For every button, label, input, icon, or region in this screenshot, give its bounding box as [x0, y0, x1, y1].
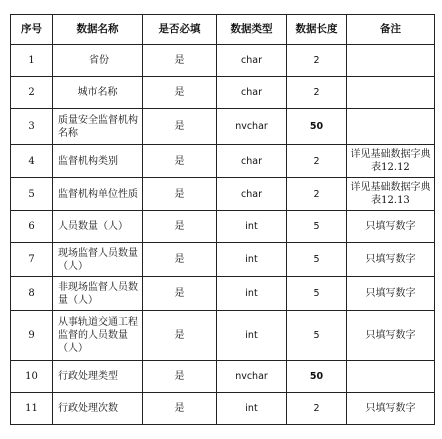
- header-length: 数据长度: [287, 15, 347, 45]
- data-dictionary-table: [10, 14, 435, 425]
- cell-note: 只填写数字: [347, 393, 435, 425]
- table-row: [11, 77, 435, 109]
- cell-no: 2: [11, 77, 53, 109]
- cell-length: 2: [287, 77, 347, 109]
- cell-type: int: [217, 393, 287, 425]
- cell-no: 7: [11, 243, 53, 277]
- cell-note: 只填写数字: [347, 211, 435, 243]
- cell-note: [347, 77, 435, 109]
- cell-required: 是: [143, 145, 217, 178]
- table-row: [11, 277, 435, 311]
- cell-required: 是: [143, 393, 217, 425]
- cell-type: int: [217, 211, 287, 243]
- cell-no: 1: [11, 45, 53, 77]
- table-row: [11, 109, 435, 145]
- cell-name: 从事轨道交通工程监督的人员数量（人）: [53, 311, 143, 361]
- cell-note: 只填写数字: [347, 277, 435, 311]
- table-row: [11, 178, 435, 211]
- cell-note: [347, 45, 435, 77]
- cell-name: 监督机构类别: [53, 145, 143, 178]
- cell-type: int: [217, 311, 287, 361]
- cell-length: 2: [287, 145, 347, 178]
- cell-name: 现场监督人员数量（人）: [53, 243, 143, 277]
- cell-note: 详见基础数据字典表12.13: [347, 178, 435, 211]
- cell-name: 城市名称: [53, 77, 143, 109]
- cell-type: nvchar: [217, 109, 287, 145]
- cell-required: 是: [143, 211, 217, 243]
- cell-name: 省份: [53, 45, 143, 77]
- table-row: [11, 45, 435, 77]
- cell-required: 是: [143, 311, 217, 361]
- cell-length: 2: [287, 393, 347, 425]
- cell-note: [347, 361, 435, 393]
- table-row: [11, 211, 435, 243]
- header-row: [11, 15, 435, 45]
- cell-name: 行政处理次数: [53, 393, 143, 425]
- cell-no: 3: [11, 109, 53, 145]
- cell-length: 5: [287, 311, 347, 361]
- cell-type: char: [217, 77, 287, 109]
- table-row: [11, 361, 435, 393]
- cell-length: 50: [287, 361, 347, 393]
- cell-no: 9: [11, 311, 53, 361]
- cell-length: 50: [287, 109, 347, 145]
- cell-type: int: [217, 243, 287, 277]
- table-row: [11, 243, 435, 277]
- cell-note: [347, 109, 435, 145]
- cell-no: 11: [11, 393, 53, 425]
- cell-note: 只填写数字: [347, 311, 435, 361]
- cell-required: 是: [143, 361, 217, 393]
- cell-type: char: [217, 145, 287, 178]
- cell-type: int: [217, 277, 287, 311]
- cell-no: 5: [11, 178, 53, 211]
- cell-name: 监督机构单位性质: [53, 178, 143, 211]
- cell-length: 2: [287, 45, 347, 77]
- cell-note: 只填写数字: [347, 243, 435, 277]
- cell-required: 是: [143, 243, 217, 277]
- cell-name: 质量安全监督机构名称: [53, 109, 143, 145]
- cell-length: 5: [287, 277, 347, 311]
- cell-no: 4: [11, 145, 53, 178]
- cell-type: nvchar: [217, 361, 287, 393]
- cell-name: 非现场监督人员数量（人）: [53, 277, 143, 311]
- table-row: [11, 145, 435, 178]
- cell-note: 详见基础数据字典表12.12: [347, 145, 435, 178]
- cell-length: 5: [287, 211, 347, 243]
- cell-name: 行政处理类型: [53, 361, 143, 393]
- table-row: [11, 393, 435, 425]
- table-row: [11, 311, 435, 361]
- cell-required: 是: [143, 77, 217, 109]
- header-required: 是否必填: [143, 15, 217, 45]
- header-note: 备注: [347, 15, 435, 45]
- cell-no: 10: [11, 361, 53, 393]
- cell-required: 是: [143, 45, 217, 77]
- cell-required: 是: [143, 178, 217, 211]
- cell-type: char: [217, 45, 287, 77]
- cell-no: 8: [11, 277, 53, 311]
- cell-no: 6: [11, 211, 53, 243]
- cell-length: 5: [287, 243, 347, 277]
- cell-required: 是: [143, 109, 217, 145]
- header-type: 数据类型: [217, 15, 287, 45]
- cell-type: char: [217, 178, 287, 211]
- cell-length: 2: [287, 178, 347, 211]
- header-no: 序号: [11, 15, 53, 45]
- cell-name: 人员数量（人）: [53, 211, 143, 243]
- header-name: 数据名称: [53, 15, 143, 45]
- cell-required: 是: [143, 277, 217, 311]
